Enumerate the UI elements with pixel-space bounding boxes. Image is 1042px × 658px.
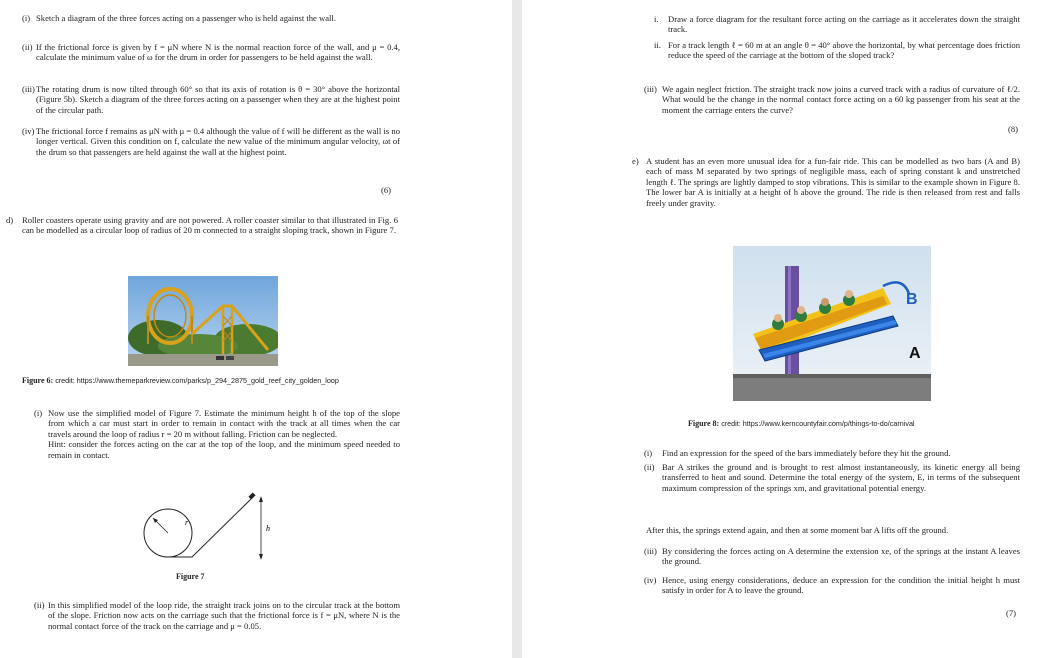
question-number: (i)	[644, 448, 653, 458]
figure-8-credit: credit: https://www.kerncountyfair.com/p/things-to-do/carnival	[721, 419, 915, 428]
question-number: (iii)	[22, 84, 35, 94]
question-text: If the frictional force is given by f = μN where N is the normal reaction force of the wall, and μ = 0.4, calculate the minimum value of ω for the drum in order for passengers to be held against the wall.	[36, 42, 400, 63]
part-number: e)	[632, 156, 639, 166]
question-text: Draw a force diagram for the resultant force acting on the carriage as it accelerates down the straight track.	[668, 14, 1020, 35]
question-text: Hence, using energy considerations, deduce an expression for the condition the initial height h must satisfy in order for A to leave the ground.	[662, 575, 1020, 596]
question-number: (iii)	[644, 84, 657, 94]
question-text: In this simplified model of the loop ride, the straight track joins on to the circular track at the bottom of the slope. Friction now acts on the carriage such that the frictional force is f = μN, where N is the normal contact force of the track on the carriage and μ = 0.05.	[48, 600, 400, 631]
height-label: h	[266, 524, 270, 533]
left-page	[0, 0, 512, 658]
question-text: Bar A strikes the ground and is brought to rest almost instantaneously, its kinetic energy all being transferred to heat and sound. Determine the total energy of the system, E, in terms of the subsequent maximum compression of the springs xm, and gravitational potential energy.	[662, 462, 1020, 493]
question-text: Sketch a diagram of the three forces acting on a passenger who is held against the wall.	[36, 13, 336, 23]
loop-track-diagram	[128, 484, 278, 574]
part-text: A student has an even more unusual idea for a fun-fair ride. This can be modelled as two bars (A and B) each of mass M separated by two springs of negligible mass, each of spring constant k and unstretched length ℓ. The springs are lightly damped to stop vibrations. This is similar to the example shown in Figure 8. The lower bar A is initially at a height of h above the ground. The ride is then released from rest and falls freely under gravity.	[646, 156, 1020, 208]
question-number: (ii)	[22, 42, 33, 52]
question-number: (iv)	[644, 575, 657, 585]
question-text: By considering the forces acting on A determine the extension xe, of the springs at the instant A leaves the ground.	[662, 546, 1020, 567]
radius-label: r	[185, 518, 189, 527]
fun-fair-ride-photo	[733, 246, 931, 401]
roller-coaster-photo	[128, 276, 278, 366]
marks-d: (8)	[1008, 124, 1019, 134]
question-number: (i)	[22, 13, 31, 23]
question-body: Now use the simplified model of Figure 7. Estimate the minimum height h of the top of the slope from which a car must start in order to remain in contact with the track at all times when the car travels around the loop of radius r = 20 m without falling. Friction can be neglected.	[48, 408, 400, 439]
figure-8-caption	[688, 419, 1028, 429]
bar-a-label: A	[909, 345, 921, 362]
marks-e: (7)	[1006, 608, 1017, 618]
question-text: The rotating drum is now tilted through 60° so that its axis of rotation is θ = 30° above the horizontal (Figure 5b). Sketch a diagram of the three forces acting on a passenger when they are at the highest point of the circular path.	[36, 84, 400, 115]
part-text: Roller coasters operate using gravity and are not powered. A roller coaster similar to that illustrated in Fig. 6 can be modelled as a circular loop of radius of 20 m connected to a straight sloping track, shown in Figure 7.	[22, 215, 398, 236]
question-text	[48, 408, 400, 460]
question-number: (i)	[34, 408, 43, 418]
after-text: After this, the springs extend again, and then at some moment bar A lifts off the ground.	[646, 525, 949, 535]
bar-b-label: B	[906, 291, 918, 308]
figure-6-caption	[22, 376, 402, 386]
question-text: For a track length ℓ = 60 m at an angle θ = 40° above the horizontal, by what percentage does friction reduce the speed of the carriage at the bottom of the sloped track?	[668, 40, 1020, 61]
question-number: ii.	[654, 40, 661, 50]
question-text: The frictional force f remains as μN with μ = 0.4 although the value of f will be different as the wall is no longer vertical. Given this condition on f, calculate the new value of the minimum angular velocity, ωt of the drum so that passengers are held against the wall at the highest point.	[36, 126, 400, 157]
figure-7-caption: Figure 7	[176, 572, 205, 581]
question-number: (iii)	[644, 546, 657, 556]
question-number: i.	[654, 14, 659, 24]
marks-c: (6)	[381, 185, 392, 195]
figure-6-label: Figure 6:	[22, 376, 54, 385]
question-text: We again neglect friction. The straight track now joins a curved track with a radius of curvature of ℓ/2. What would be the change in the normal contact force acting on a 60 kg passenger from his seat at the moment the carriage enters the curve?	[662, 84, 1020, 115]
question-text: Find an expression for the speed of the bars immediately before they hit the ground.	[662, 448, 951, 458]
question-number: (ii)	[34, 600, 45, 610]
question-hint: Hint: consider the forces acting on the car at the top of the loop, and the minimum speed needed to remain in contact.	[48, 439, 400, 460]
figure-8-label: Figure 8:	[688, 419, 720, 428]
part-number: d)	[6, 215, 14, 225]
right-page	[522, 0, 1042, 658]
question-number: (ii)	[644, 462, 655, 472]
figure-6-credit: credit: https://www.themeparkreview.com/parks/p_294_2875_gold_reef_city_golden_loop	[55, 376, 339, 385]
question-number: (iv)	[22, 126, 35, 136]
